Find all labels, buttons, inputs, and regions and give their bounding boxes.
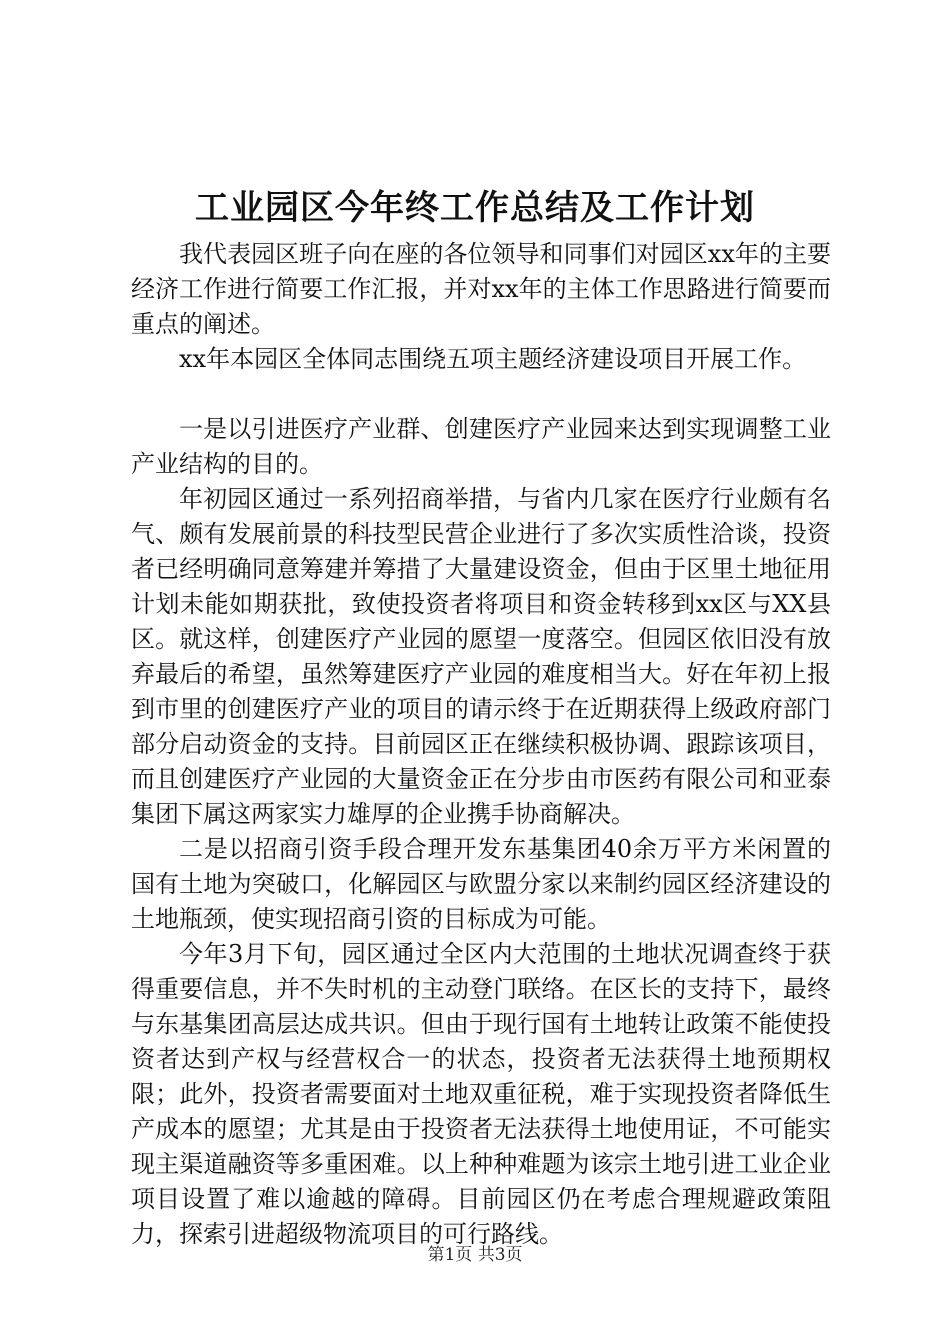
paragraph-spacer — [131, 377, 831, 412]
paragraph-item-one-detail: 年初园区通过一系列招商举措，与省内几家在医疗行业颇有名气、颇有发展前景的科技型民营企业进行了多次实质性洽谈，投资者已经明确同意筹建并筹措了大量建设资金，但由于区里土地征用计划未能如期获批，致使投资者将项目和资金转移到xx区与XX县区。就这样，创建医疗产业园的愿望一度落空。但园区依旧没有放弃最后的希望，虽然筹建医疗产业园的难度相当大。好在年初上报到市里的创建医疗产业的项目的请示终于在近期获得上级政府部门部分启动资金的支持。目前园区正在继续积极协调、跟踪该项目，而且创建医疗产业园的大量资金正在分步由市医药有限公司和亚泰集团下属这两家实力雄厚的企业携手协商解决。 — [131, 485, 831, 828]
paragraph-item-one-heading: 一是以引进医疗产业群、创建医疗产业园来达到实现调整工业产业结构的目的。 — [131, 415, 831, 478]
page-number-footer: 第1页 共3页 — [427, 1245, 523, 1265]
paragraph-item-two-detail: 今年3月下旬，园区通过全区内大范围的土地状况调查终于获得重要信息，并不失时机的主动登门联络。在区长的支持下，最终与东基集团高层达成共识。但由于现行国有土地转让政策不能使投资者达到产权与经营权合一的状态，投资者无法获得土地预期权限；此外，投资者需要面对土地双重征税，难于实现投资者降低生产成本的愿望；尤其是由于投资者无法获得土地使用证，不可能实现主渠道融资等多重困难。以上种种难题为该宗土地引进工业企业项目设置了难以逾越的障碍。目前园区仍在考虑合理规避政策阻力，探索引进超级物流项目的可行路线。 — [131, 940, 831, 1248]
paragraph-item-two-heading: 二是以招商引资手段合理开发东基集团40余万平方米闲置的国有土地为突破口，化解园区与欧盟分家以来制约园区经济建设的土地瓶颈，使实现招商引资的目标成为可能。 — [131, 835, 831, 933]
document-body — [131, 237, 831, 1252]
document-title: 工业园区今年终工作总结及工作计划 — [195, 188, 755, 228]
paragraph-intro: 我代表园区班子向在座的各位领导和同事们对园区xx年的主要经济工作进行简要工作汇报，并对xx年的主体工作思路进行简要而重点的阐述。 — [131, 240, 831, 338]
paragraph-overview: xx年本园区全体同志围绕五项主题经济建设项目开展工作。 — [179, 345, 807, 373]
